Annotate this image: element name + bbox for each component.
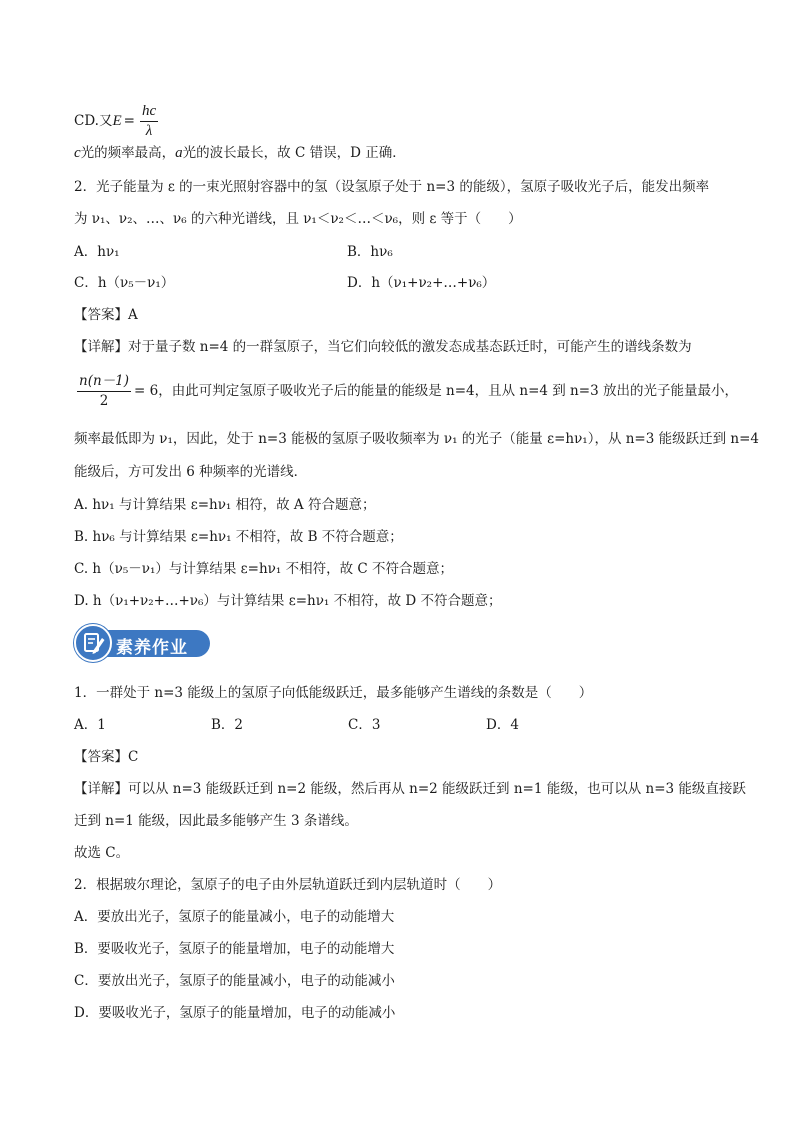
fraction-rest: = 6，由此可判定氢原子吸收光子后的能量的能级是 n=4，且从 n=4 到 n=3 放出的光子能量最小，	[134, 383, 738, 399]
cd-conclusion-line	[74, 144, 406, 162]
cd-formula-line	[74, 103, 161, 139]
pencil-note-icon	[74, 624, 112, 662]
q2-option-c: C．h（ν₅－ν₁）	[74, 275, 175, 291]
conclusion-part-b: 光的波长最长，故 C 错误，D 正确．	[182, 145, 406, 161]
formula-numerator: hc	[140, 103, 158, 122]
q2-option-b: B．hν₆	[347, 244, 393, 260]
hw1-answer: 【答案】C	[74, 749, 139, 765]
q2-analysis-a: A. hν₁ 与计算结果 ε=hν₁ 相符，故 A 符合题意；	[74, 497, 376, 513]
q2-analysis-c: C. h（ν₅－ν₁）与计算结果 ε=hν₁ 不相符，故 C 不符合题意；	[74, 561, 453, 577]
hw2-option-d: D．要吸收光子，氢原子的能量增加，电子的动能减小	[74, 1005, 396, 1021]
count-denominator: 2	[99, 393, 109, 409]
banner-title: 素养作业	[116, 638, 188, 658]
hw2-option-a: A．要放出光子，氢原子的能量减小，电子的动能增大	[74, 909, 395, 925]
hw1-conclusion: 故选 C。	[74, 845, 130, 861]
count-fraction	[77, 373, 131, 410]
q2-analysis-b: B. hν₆ 与计算结果 ε=hν₁ 不相符，故 B 不符合题意；	[74, 529, 403, 545]
hw1-detail-line1: 【详解】可以从 n=3 能级跃迁到 n=2 能级，然后再从 n=2 能级跃迁到 n=1 能级，也可以从 n=3 能级直接跃	[74, 781, 746, 797]
hw1-detail-line2: 迁到 n=1 能级，因此最多能够产生 3 条谱线。	[74, 813, 358, 829]
q2-detail-line1: 【详解】对于量子数 n=4 的一群氢原子，当它们向较低的激发态成基态跃迁时，可能产生的谱线条数为	[74, 339, 692, 355]
q2-option-d: D．h（ν₁+ν₂+…+ν₆）	[347, 275, 496, 291]
q2-detail-line3: 频率最低即为 ν₁，因此，处于 n=3 能极的氢原子吸收频率为 ν₁ 的光子（能量 ε=hν₁），从 n=3 能级跃迁到 n=4	[74, 431, 760, 447]
formula-fraction	[140, 103, 158, 140]
var-c: c	[74, 145, 81, 161]
formula-denominator: λ	[145, 123, 153, 139]
conclusion-part-a: 光的频率最高，	[80, 145, 176, 161]
hw2-question: 2．根据玻尔理论，氢原子的电子由外层轨道跃迁到内层轨道时（ ）	[74, 877, 502, 893]
section-banner	[74, 624, 210, 662]
hw1-option-b: B．2	[211, 717, 244, 733]
q2-detail-fraction-line	[74, 366, 738, 416]
var-a: a	[175, 145, 183, 161]
hw2-option-b: B．要吸收光子，氢原子的能量增加，电子的动能增大	[74, 941, 395, 957]
formula-eq: =	[123, 113, 135, 129]
q2-line2: 为 ν₁、ν₂、…、ν₆ 的六种光谱线，且 ν₁＜ν₂＜…＜ν₆，则 ε 等于（ ）	[74, 211, 522, 227]
q2-detail-line4: 能级后，方可发出 6 种频率的光谱线．	[74, 464, 308, 480]
q2-line1: 2．光子能量为 ε 的一束光照射容器中的氢（设氢原子处于 n=3 的能级），氢原子吸收光子后，能发出频率	[74, 179, 710, 195]
hw1-option-a: A．1	[74, 717, 106, 733]
formula-lhs: E	[112, 113, 122, 129]
hw1-option-c: C．3	[348, 717, 381, 733]
hw2-option-c: C．要放出光子，氢原子的能量减小，电子的动能减小	[74, 973, 395, 989]
q2-answer: 【答案】A	[74, 307, 138, 323]
hw1-option-d: D．4	[486, 717, 519, 733]
cd-prefix: CD.又	[74, 113, 113, 129]
q2-option-a: A．hν₁	[74, 244, 120, 260]
q2-analysis-d: D. h（ν₁+ν₂+…+ν₆）与计算结果 ε=hν₁ 不相符，故 D 不符合题意；	[74, 593, 502, 609]
hw1-question: 1．一群处于 n=3 能级上的氢原子向低能级跃迁，最多能够产生谱线的条数是（ ）	[74, 685, 593, 701]
count-numerator: n(n－1)	[77, 373, 131, 392]
